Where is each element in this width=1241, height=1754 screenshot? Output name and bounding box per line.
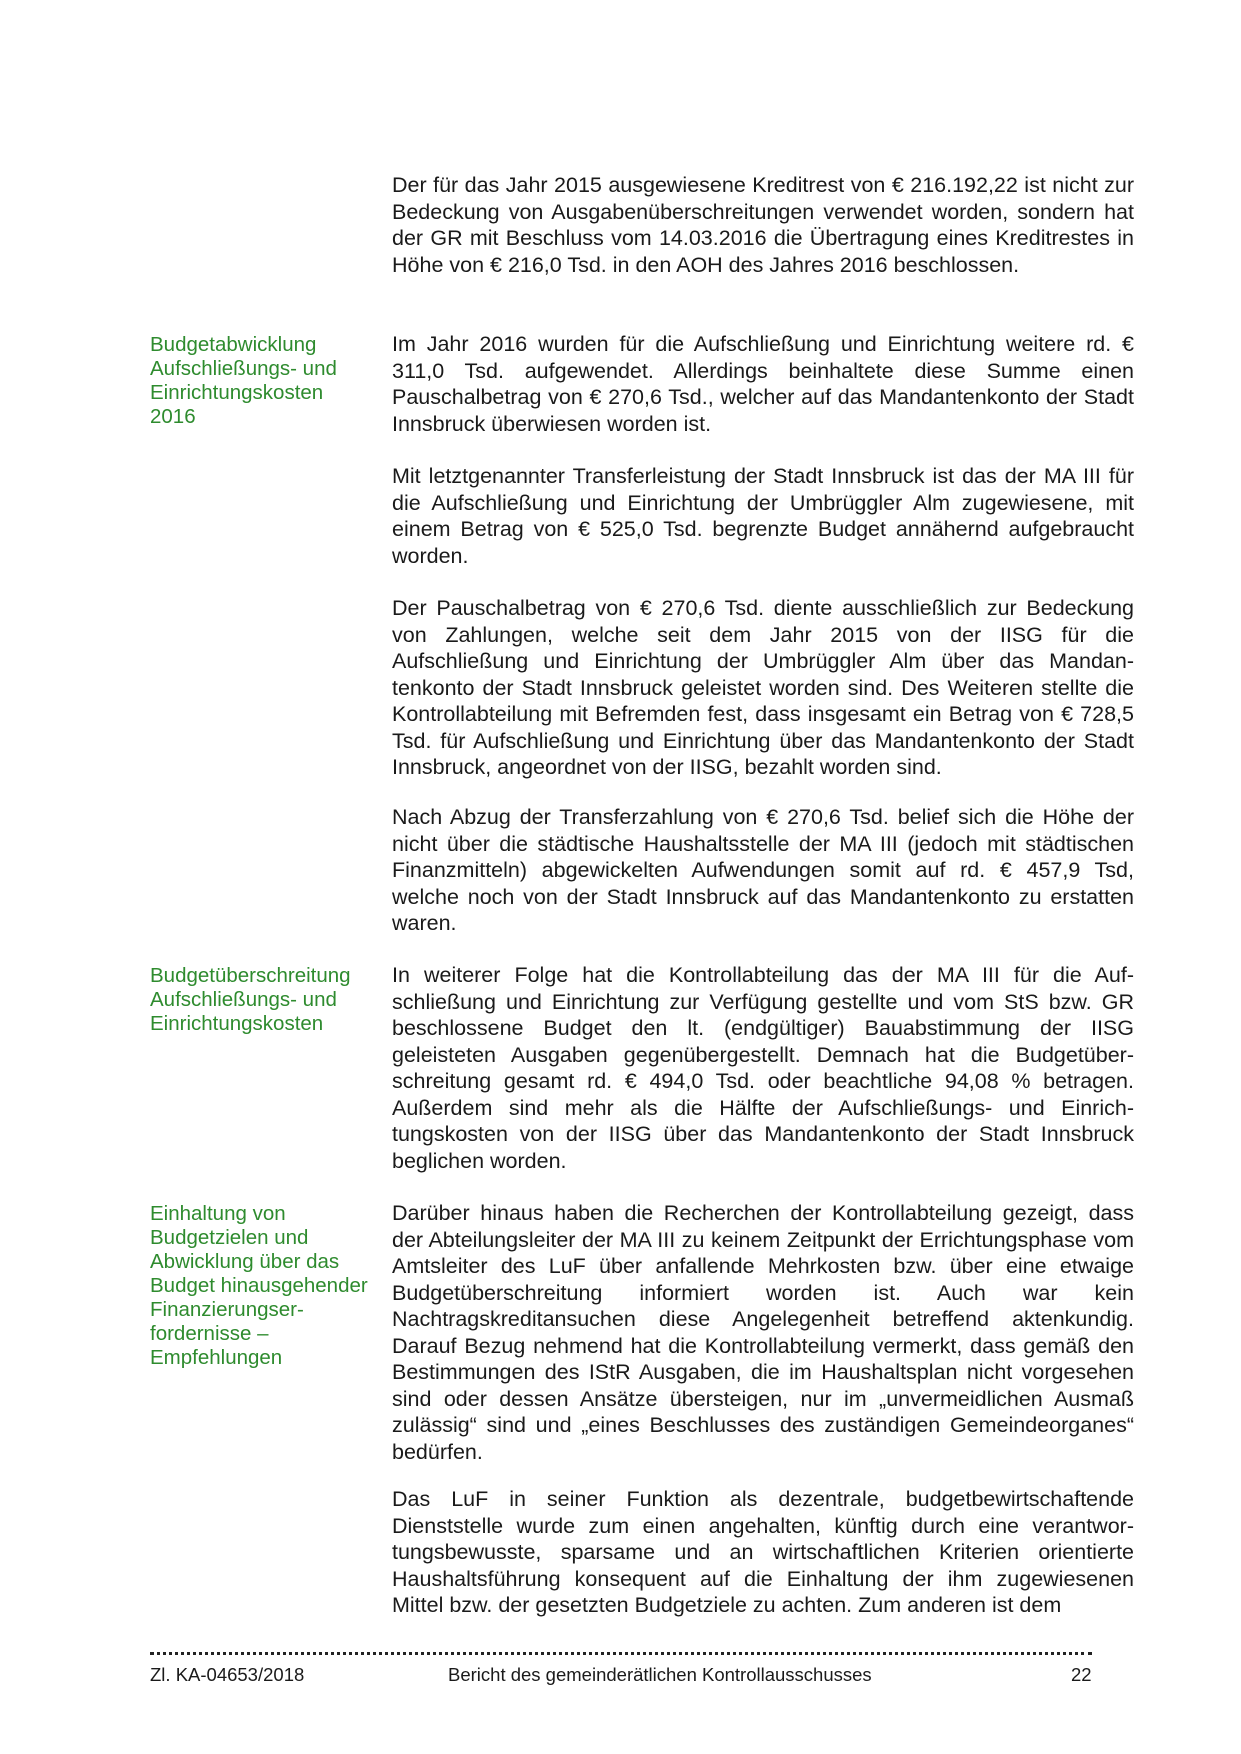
footer-reference: Zl. KA-04653/2018 <box>150 1664 305 1685</box>
margin-note-line: Budgetabwicklung <box>150 333 317 356</box>
body-paragraph: Mit letztgenannter Transferleistung der Stadt Innsbruck ist das der MA III für die Aufschließung und Einrichtung der Umbrüggler Alm zugewiesene, mit einem Betrag von € 525,0 Tsd. begrenzte Budget annähernd aufgebraucht worden. <box>392 464 1134 568</box>
margin-note-line: Aufschließungs- und <box>150 988 337 1011</box>
body-paragraph: Das LuF in seiner Funktion als dezentrale, budgetbewirtschaftende Dienststelle wurde zum einen angehalten, künftig durch eine verantwortungsbewusste, sparsame und an wirtschaftlichen Kriterien orientierte Haushaltsführung konsequent auf die Einhaltung der ihm zugewiesenen Mittel bzw. der gesetzten Budgetziele zu achten. Zum anderen ist dem <box>392 1487 1134 1617</box>
body-paragraph: Nach Abzug der Transferzahlung von € 270,6 Tsd. belief sich die Höhe der nicht über die städtische Haushaltsstelle der MA III (jedoch mit städtischen Finanzmitteln) abgewickelten Aufwendungen somit auf rd. € 457,9 Tsd, welche noch von der Stadt Innsbruck auf das Mandantenkonto zu erstatten waren. <box>392 805 1134 935</box>
body-paragraph: Der Pauschalbetrag von € 270,6 Tsd. diente ausschließlich zur Bedeckung von Zahlungen, welche seit dem Jahr 2015 von der IISG für die Aufschließung und Einrichtung der Umbrüggler Alm über das Mandantenkonto der Stadt Innsbruck geleistet worden sind. Des Weiteren stellte die Kontrollabteilung mit Befremden fest, dass insgesamt ein Betrag von € 728,5 Tsd. für Aufschließung und Einrichtung über das Mandantenkonto der Stadt Innsbruck, angeordnet von der IISG, bezahlt worden sind. <box>392 596 1134 779</box>
margin-note <box>150 964 372 1036</box>
body-paragraph: Darüber hinaus haben die Recherchen der Kontrollabteilung gezeigt, dass der Abteilungsleiter der MA III zu keinem Zeitpunkt der Errichtungsphase vom Amtsleiter des LuF über anfallende Mehrkosten bzw. über eine etwaige Budgetüberschreitung informiert worden ist. Auch war kein Nachtragskreditansuchen diese Angelegenheit betreffend aktenkundig. Darauf Bezug nehmend hat die Kontrollabteilung vermerkt, dass gemäß den Bestimmungen des IStR Ausgaben, die im Haushaltsplan nicht vorgesehen sind oder dessen Ansätze übersteigen, nur im „unvermeidlichen Ausmaß zulässig“ sind und „eines Beschlusses des zuständigen Gemeindeorganes“ bedürfen. <box>392 1201 1134 1464</box>
margin-note-line: Budgetüberschreitung <box>150 964 351 987</box>
margin-note-line: Einrichtungskosten <box>150 1012 324 1035</box>
margin-note-line: Aufschließungs- und <box>150 357 337 380</box>
body-paragraph: Im Jahr 2016 wurden für die Aufschließung und Einrichtung weitere rd. € 311,0 Tsd. aufgewendet. Allerdings beinhaltete diese Summe einen Pauschalbetrag von € 270,6 Tsd., welcher auf das Mandantenkonto der Stadt Innsbruck überwiesen worden ist. <box>392 332 1134 436</box>
margin-note-line: Finanzierungser- <box>150 1298 304 1321</box>
footer-divider <box>150 1652 1092 1655</box>
margin-note <box>150 333 372 429</box>
margin-note-line: Einrichtungskosten <box>150 381 324 404</box>
body-paragraph: In weiterer Folge hat die Kontrollabteilung das der MA III für die Aufschließung und Einrichtung zur Verfügung gestellte und vom StS bzw. GR beschlossene Budget den lt. (endgültiger) Bauabstimmung der IISG geleisteten Ausgaben gegenübergestellt. Demnach hat die Budgetüberschreitung gesamt rd. € 494,0 Tsd. oder beachtliche 94,08 % betragen. Außerdem sind mehr als die Hälfte der Aufschließungs- und Einrichtungskosten von der IISG über das Mandantenkonto der Stadt Innsbruck beglichen worden. <box>392 963 1134 1173</box>
margin-note-line: Budget hinausgehender <box>150 1274 368 1297</box>
footer-title: Bericht des gemeinderätlichen Kontrollausschusses <box>448 1664 872 1685</box>
margin-note-line: Abwicklung über das <box>150 1250 340 1273</box>
page-number: 22 <box>1071 1664 1092 1685</box>
margin-note-line: Budgetzielen und <box>150 1226 309 1249</box>
margin-note-line: 2016 <box>150 405 196 428</box>
margin-note-line: fordernisse – <box>150 1322 269 1345</box>
body-paragraph: Der für das Jahr 2015 ausgewiesene Kreditrest von € 216.192,22 ist nicht zur Bedeckung von Ausgabenüberschreitungen verwendet worden, sondern hat der GR mit Beschluss vom 14.03.2016 die Übertragung eines Kreditrestes in Höhe von € 216,0 Tsd. in den AOH des Jahres 2016 beschlossen. <box>392 173 1134 277</box>
margin-note <box>150 1202 372 1370</box>
margin-note-line: Einhaltung von <box>150 1202 286 1225</box>
margin-note-line: Empfehlungen <box>150 1346 283 1369</box>
